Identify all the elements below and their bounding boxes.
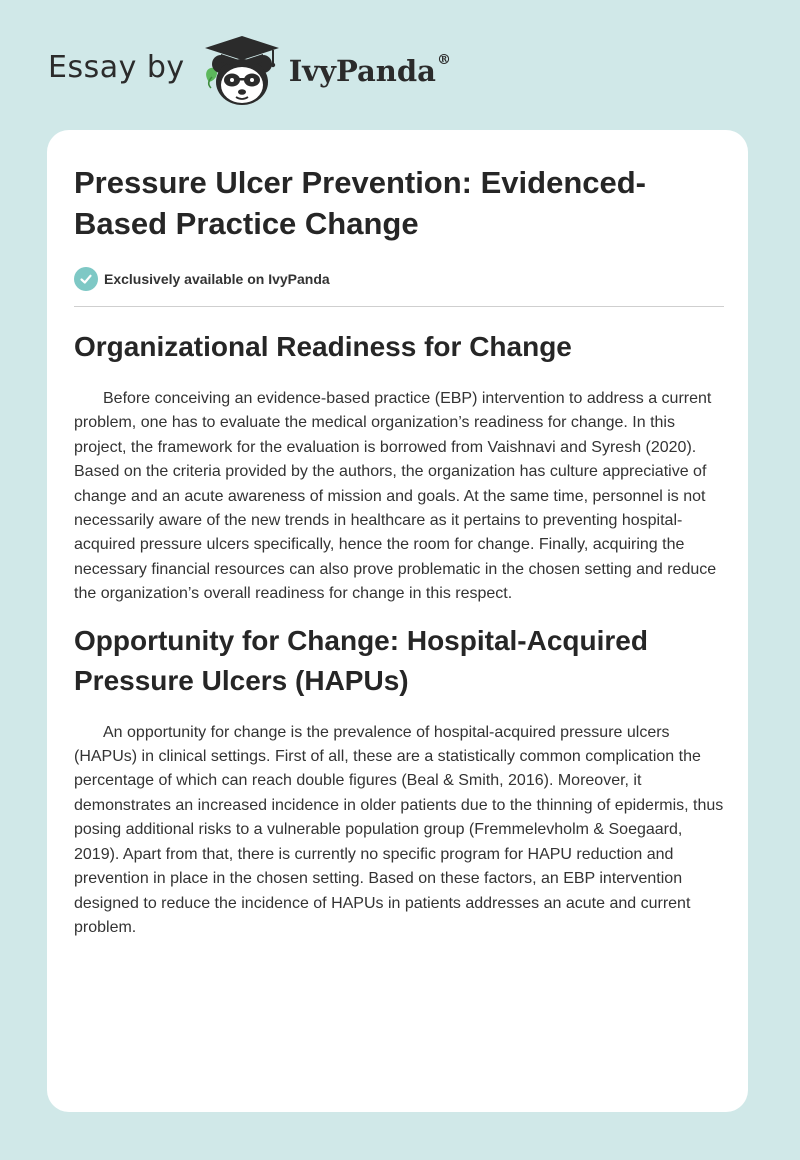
section-heading-readiness: Organizational Readiness for Change <box>74 331 572 362</box>
panda-logo-icon[interactable] <box>199 30 285 110</box>
article-title: Pressure Ulcer Prevention: Evidenced-Based Practice Change <box>74 165 647 241</box>
checkmark-icon <box>74 267 98 291</box>
badge-label: Exclusively available on IvyPanda <box>104 271 330 287</box>
section-body-opportunity: An opportunity for change is the prevalence of hospital-acquired pressure ulcers (HAPUs) in clinical settings. First of all, these are a statistically common complication the percentage of which can reach double figures (Beal & Smith, 2016). Moreover, it demonstrates an increased incidence in older patients due to the thinning of epidermis, thus posing additional risks to a vulnerable population group (Fremmelevholm & Soegaard, 2019). Apart from that, there is currently no specific program for HAPU reduction and prevention in place in the chosen setting. Based on these factors, an EBP intervention designed to reduce the incidence of HAPUs in patients addresses an acute and current problem. <box>74 723 724 936</box>
registered-mark: ® <box>436 52 451 68</box>
article-content <box>74 162 724 940</box>
site-header <box>48 30 451 110</box>
section-heading-opportunity: Opportunity for Change: Hospital-Acquired Pressure Ulcers (HAPUs) <box>74 624 648 696</box>
essay-by-label: Essay by <box>48 49 185 85</box>
divider <box>74 306 724 307</box>
brand-name[interactable] <box>289 54 451 88</box>
brand-text: IvyPanda <box>288 54 436 88</box>
section-body-readiness: Before conceiving an evidence-based practice (EBP) intervention to address a current problem, one has to evaluate the medical organization’s readiness for change. In this project, the framework for the evaluation is borrowed from Vaishnavi and Syresh (2020). Based on the criteria provided by the authors, the organization has culture appreciative of change and an acute awareness of mission and goals. At the same time, personnel is not necessarily aware of the new trends in healthcare as it pertains to preventing hospital-acquired pressure ulcers specifically, hence the room for change. Finally, acquiring the necessary financial resources can also prove problematic in the chosen setting and reduce the organization’s overall readiness for change in this respect. <box>74 390 717 603</box>
article-card <box>47 130 748 1112</box>
exclusive-badge <box>74 266 724 292</box>
